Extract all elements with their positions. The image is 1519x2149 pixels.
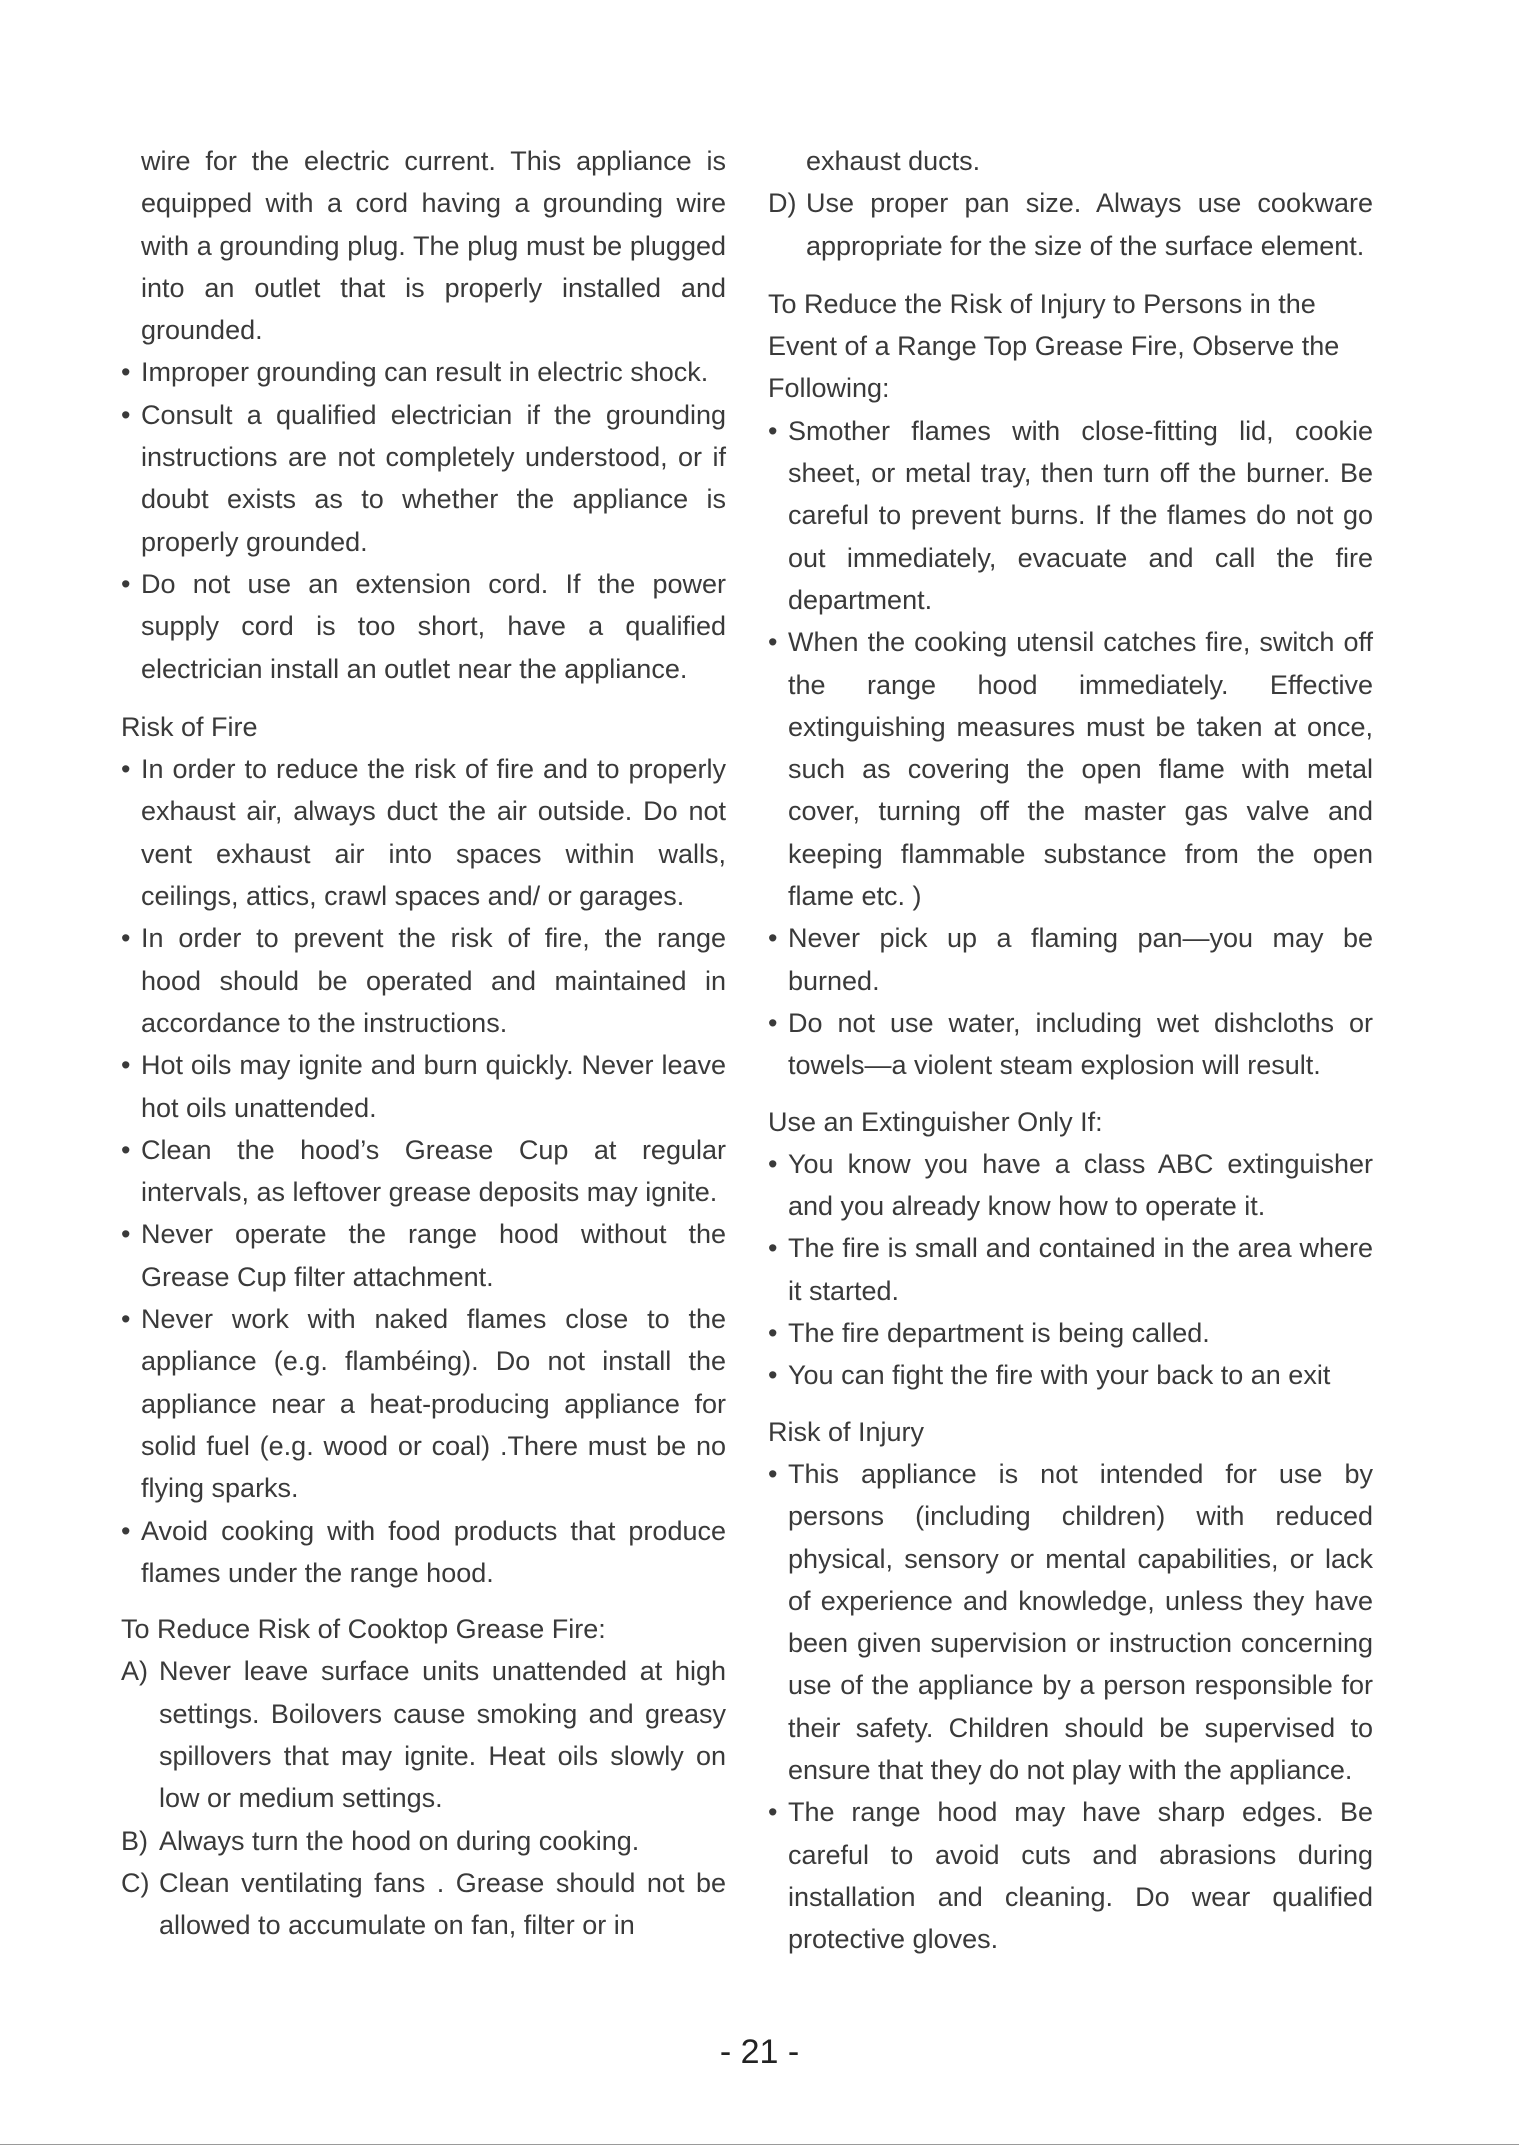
list-item: • The fire department is being called. <box>768 1312 1373 1354</box>
bullet-icon: • <box>121 754 131 785</box>
list-marker: C) <box>121 1867 150 1898</box>
range-top-fire-heading: To Reduce the Risk of Injury to Persons in the Event of a Range Top Grease Fire, Observe the Following: <box>768 288 1340 404</box>
range-top-list <box>768 410 1373 1087</box>
list-item: • This appliance is not intended for use by persons (including children) with reduced physical, sensory or mental capabilities, or lack of experience and knowledge, unless they have been given supervision or instruction concerning use of the appliance by a person responsible for their safety. Children should be supervised to ensure that they do not play with the appliance. <box>768 1453 1373 1791</box>
page-number: - 21 - <box>719 2033 800 2071</box>
bullet-icon: • <box>768 923 778 954</box>
bullet-icon: • <box>768 415 778 446</box>
bullet-icon: • <box>121 399 131 430</box>
list-item: • Do not use water, including wet dishcloths or towels—a violent steam explosion will result. <box>768 1002 1373 1087</box>
bullet-icon: • <box>121 1219 131 1250</box>
right-column <box>768 140 1373 1960</box>
extinguisher-list <box>768 1143 1373 1397</box>
list-marker: D) <box>768 188 797 219</box>
list-item: A) Never leave surface units unattended at high settings. Boilovers cause smoking and greasy spillovers that may ignite. Heat oils slowly on low or medium settings. <box>121 1650 726 1819</box>
list-item: B) Always turn the hood on during cooking. <box>121 1820 726 1862</box>
injury-list <box>768 1453 1373 1961</box>
list-item: • Clean the hood’s Grease Cup at regular intervals, as leftover grease deposits may ignite. <box>121 1129 726 1214</box>
risk-of-fire-heading: Risk of Fire <box>121 711 258 742</box>
list-item: • Do not use an extension cord. If the power supply cord is too short, have a qualified electrician install an outlet near the appliance. <box>121 563 726 690</box>
fire-list <box>121 748 726 1594</box>
bullet-icon: • <box>121 357 131 388</box>
bullet-icon: • <box>121 1050 131 1081</box>
cooktop-fire-heading: To Reduce Risk of Cooktop Grease Fire: <box>121 1614 606 1645</box>
cooktop-list <box>121 1650 726 1946</box>
list-item: • The range hood may have sharp edges. Be careful to avoid cuts and abrasions during installation and cleaning. Do wear qualified protective gloves. <box>768 1791 1373 1960</box>
exhaust-continuation: exhaust ducts. <box>806 146 981 176</box>
bullet-icon: • <box>768 1458 778 1489</box>
list-item: • Consult a qualified electrician if the grounding instructions are not completely understood, or if doubt exists as to whether the appliance is properly grounded. <box>121 394 726 563</box>
list-item: • You know you have a class ABC extinguisher and you already know how to operate it. <box>768 1143 1373 1228</box>
left-column <box>121 140 726 1946</box>
list-item: • Never work with naked flames close to the appliance (e.g. flambéing). Do not install the appliance near a heat-producing appliance for solid fuel (e.g. wood or coal) .There must be no flying sparks. <box>121 1298 726 1509</box>
bullet-icon: • <box>121 1515 131 1546</box>
bullet-icon: • <box>768 1007 778 1038</box>
list-item: • You can fight the fire with your back to an exit <box>768 1354 1373 1396</box>
grounding-continuation: wire for the electric current. This appliance is equipped with a cord having a grounding wire with a grounding plug. The plug must be plugged into an outlet that is properly installed and grounded. <box>141 146 726 346</box>
risk-of-injury-heading: Risk of Injury <box>768 1416 925 1447</box>
list-item: • The fire is small and contained in the area where it started. <box>768 1227 1373 1312</box>
bullet-icon: • <box>768 1148 778 1179</box>
list-item: • In order to reduce the risk of fire and to properly exhaust air, always duct the air outside. Do not vent exhaust air into spaces within walls, ceilings, attics, crawl spaces and/ or garages. <box>121 748 726 917</box>
list-item: • Avoid cooking with food products that produce flames under the range hood. <box>121 1510 726 1595</box>
bullet-icon: • <box>121 568 131 599</box>
bullet-icon: • <box>768 1360 778 1391</box>
list-item: • Never operate the range hood without the Grease Cup filter attachment. <box>121 1213 726 1298</box>
list-marker: B) <box>121 1825 148 1856</box>
list-item: • Smother flames with close-fitting lid, cookie sheet, or metal tray, then turn off the burner. Be careful to prevent burns. If the flames do not go out immediately, evacuate and call the fire department. <box>768 410 1373 621</box>
bullet-icon: • <box>768 627 778 658</box>
list-item: C) Clean ventilating fans . Grease should not be allowed to accumulate on fan, filter or in <box>121 1862 726 1947</box>
bullet-icon: • <box>768 1318 778 1349</box>
bullet-icon: • <box>121 1304 131 1335</box>
grounding-list <box>121 351 726 689</box>
list-item: • Never pick up a flaming pan—you may be burned. <box>768 917 1373 1002</box>
bullet-icon: • <box>768 1233 778 1264</box>
list-item: D) Use proper pan size. Always use cookware appropriate for the size of the surface element. <box>768 182 1373 267</box>
list-item: • Hot oils may ignite and burn quickly. Never leave hot oils unattended. <box>121 1044 726 1129</box>
extinguisher-heading: Use an Extinguisher Only If: <box>768 1106 1103 1137</box>
list-item: • Improper grounding can result in electric shock. <box>121 351 726 393</box>
footer-divider <box>0 2144 1519 2145</box>
list-item: • In order to prevent the risk of fire, the range hood should be operated and maintained in accordance to the instructions. <box>121 917 726 1044</box>
list-item: • When the cooking utensil catches fire, switch off the range hood immediately. Effective extinguishing measures must be taken at once, such as covering the open flame with metal cover, turning off the master gas valve and keeping flammable substance from the open flame etc. ) <box>768 621 1373 917</box>
bullet-icon: • <box>768 1797 778 1828</box>
list-marker: A) <box>121 1656 148 1687</box>
bullet-icon: • <box>121 1134 131 1165</box>
bullet-icon: • <box>121 923 131 954</box>
